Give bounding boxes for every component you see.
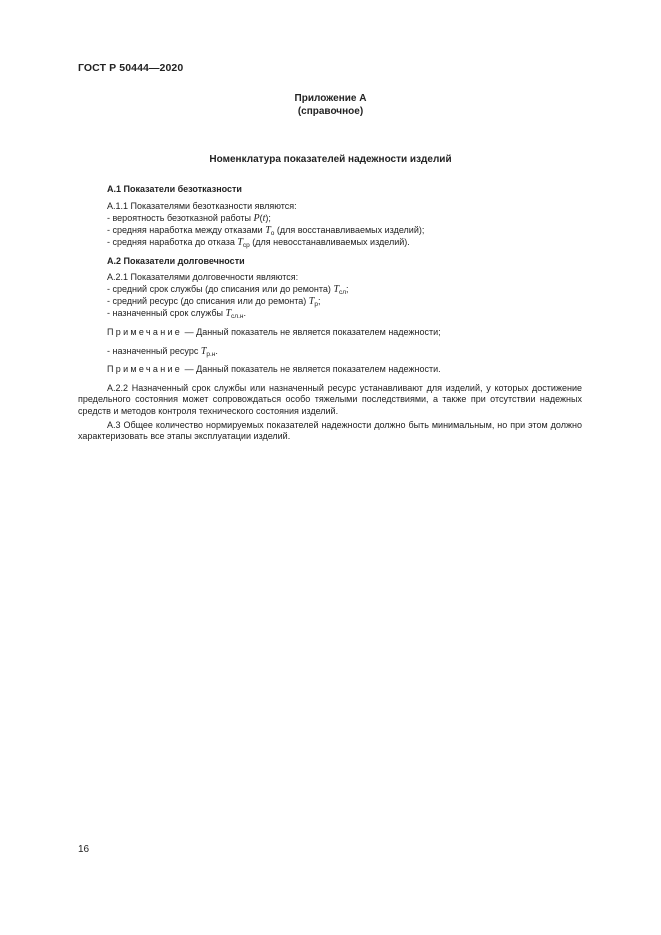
- a1-item3-subscript: ср: [242, 242, 250, 249]
- a1-item2-text: - средняя наработка между отказами: [107, 225, 266, 235]
- paragraph-a2-2: А.2.2 Назначенный срок службы или назначенный ресурс устанавливают для изделий, у которых достижение предельного состояния может сопровождаться особо тяжелыми последствиями, а также при отсутствии надежных средств и методов контроля технического состояния изделий.: [78, 383, 582, 416]
- a2-item1-subscript: сл: [339, 289, 347, 296]
- a2-item3-post: .: [243, 308, 246, 318]
- section-a1-heading: А.1 Показатели безотказности: [107, 184, 242, 194]
- a1-item1-text: - вероятность безотказной работы: [107, 213, 254, 223]
- annex-title: Номенклатура показателей надежности изделий: [209, 154, 452, 165]
- document-header-id: ГОСТ Р 50444—2020: [78, 62, 184, 74]
- annex-type: (справочное): [297, 106, 364, 117]
- a2-item1-post: ;: [346, 284, 349, 294]
- a2-note2-text: — Данный показатель не является показателем надежности.: [182, 364, 441, 374]
- section-a2-intro: А.2.1 Показателями долговечности являются:: [107, 272, 299, 282]
- a1-item3-symbol: T: [237, 237, 243, 248]
- a1-item-probability: - вероятность безотказной работы P(t);: [107, 213, 271, 224]
- a1-item2-post: (для восстанавливаемых изделий);: [274, 225, 425, 235]
- a2-item-assigned-resource: [107, 346, 218, 360]
- section-a2-heading: А.2 Показатели долговечности: [107, 256, 245, 266]
- a2-note1-label: Примечание: [107, 327, 183, 337]
- a2-item3-subscript: сл.н: [231, 313, 244, 320]
- a2-item2-text: - средний ресурс (до списания или до ремонта): [107, 296, 309, 306]
- a2-item4-text: - назначенный ресурс: [107, 346, 201, 356]
- a2-note-2: [107, 364, 441, 375]
- a2-item3-symbol: T: [225, 308, 232, 319]
- a1-item1-arg: t: [262, 213, 266, 224]
- a1-item3-post: (для невосстанавливаемых изделий).: [249, 237, 410, 247]
- a2-note-1: [107, 327, 441, 338]
- a1-item3-text: - средняя наработка до отказа: [107, 237, 238, 247]
- a2-item2-subscript: р: [314, 301, 318, 308]
- a2-item4-post: .: [215, 346, 218, 356]
- a2-item2-post: ;: [317, 296, 321, 306]
- a1-item-mttf: [107, 237, 410, 251]
- a1-item2-symbol: T: [265, 225, 271, 236]
- a2-note1-text: — Данный показатель не является показателем надежности;: [182, 327, 441, 337]
- a2-item3-text: - назначенный срок службы: [107, 308, 226, 318]
- a2-item4-subscript: р.н: [206, 351, 216, 358]
- section-a1-intro: А.1.1 Показателями безотказности являются:: [107, 201, 297, 211]
- paragraph-a3: А.3 Общее количество нормируемых показателей надежности должно быть минимальным, но при этом должно характеризовать все этапы эксплуатации изделий.: [78, 420, 582, 442]
- a2-item2-symbol: T: [308, 296, 315, 307]
- a1-item1-symbol: P: [253, 213, 260, 224]
- a2-item-assigned-life: [107, 308, 246, 322]
- page-number: 16: [78, 844, 90, 855]
- a2-item1-symbol: T: [333, 284, 339, 295]
- a2-note2-label: Примечание: [107, 364, 183, 374]
- a1-item2-subscript: о: [270, 230, 275, 237]
- annex-label: Приложение А: [294, 93, 367, 104]
- a2-item1-text: - средний срок службы (до списания или до ремонта): [107, 284, 334, 294]
- a2-item4-symbol: T: [200, 346, 207, 357]
